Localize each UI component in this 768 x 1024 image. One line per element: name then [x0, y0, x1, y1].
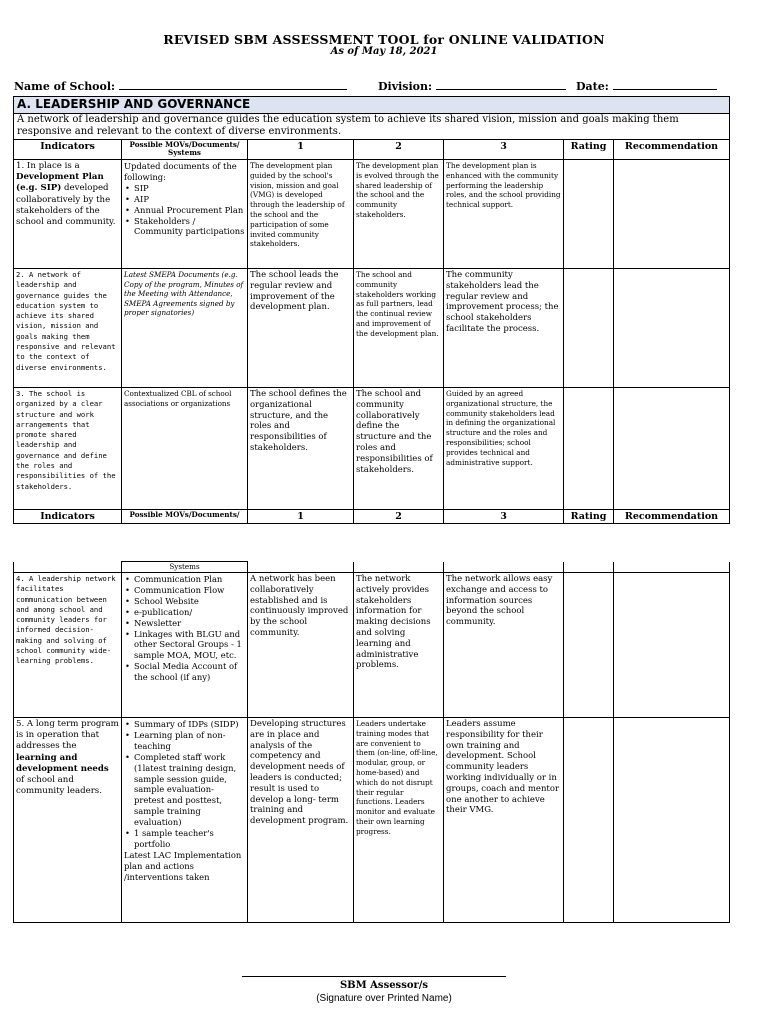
rating-cell[interactable]: [564, 269, 614, 388]
indicator-bold-text: learning and development needs: [16, 752, 109, 774]
signature-line: [242, 976, 506, 977]
table-row: [14, 718, 730, 923]
section-heading: A. LEADERSHIP AND GOVERNANCE: [14, 97, 730, 114]
school-name-label: Name of School:: [14, 80, 116, 93]
level-1-cell: A network has been collaboratively established and is continuously improved by the school community.: [248, 573, 354, 718]
mov-item: • 1 sample teacher's portfolio: [134, 828, 245, 850]
header-rating-continuation: [564, 562, 614, 573]
mov-cell: Latest SMEPA Documents (e.g. Copy of the program, Minutes of the Meeting with Attendance, SMEPA Agreements signed by proper signatories): [122, 269, 248, 388]
rating-cell[interactable]: [564, 160, 614, 269]
signature-caption: (Signature over Printed Name): [316, 993, 452, 1004]
level-3-cell: The development plan is enhanced with the community performing the leadership roles, and the school providing technical support.: [444, 160, 564, 269]
mov-item: • Stakeholders / Community participations: [134, 216, 245, 238]
header-rating: Rating: [564, 510, 614, 524]
header-movs-continuation: Systems: [122, 562, 248, 573]
mov-item: • SIP: [134, 183, 245, 194]
header-level-2: 2: [354, 140, 444, 160]
level-3-cell: Leaders assume responsibility for their own training and development. School community leaders working individually or in groups, coach and mentor one another to achieve their VMG.: [444, 718, 564, 923]
indicator-cell: 3. The school is organized by a clear structure and work arrangements that promote shared leadership and governance and define the roles and responsibilities of the stakeholders.: [14, 388, 122, 510]
mov-item: • Annual Procurement Plan: [134, 205, 245, 216]
mov-cell: [122, 573, 248, 718]
as-of-date: As of May 18, 2021: [330, 46, 438, 57]
mov-item: • School Website: [134, 596, 245, 607]
mov-item: • Completed staff work (1latest training design, sample session guide, sample evaluation- pretest and posttest, sample training evaluation): [134, 752, 245, 828]
header-level-1-continuation: [248, 562, 354, 573]
header-level-2: 2: [354, 510, 444, 524]
header-level-1: 1: [248, 510, 354, 524]
header-level-3-continuation: [444, 562, 564, 573]
level-1-cell: The school defines the organizational structure, and the roles and responsibilities of stakeholders.: [248, 388, 354, 510]
level-1-cell: The school leads the regular review and improvement of the development plan.: [248, 269, 354, 388]
mov-cell: Contextualized CBL of school associations or organizations: [122, 388, 248, 510]
mov-outro: Latest LAC Implementation plan and actions /interventions taken: [124, 849, 242, 882]
school-name-blank[interactable]: [119, 79, 347, 90]
header-level-3: 3: [444, 510, 564, 524]
recommendation-cell[interactable]: [614, 718, 730, 923]
table-row: [14, 160, 730, 269]
mov-intro: Updated documents of the following:: [124, 161, 237, 182]
assessment-table-page2: [13, 561, 730, 923]
school-name-field[interactable]: [14, 79, 347, 93]
level-1-cell: The development plan guided by the school's vision, mission and goal (VMG) is developed through the leadership of the school and the participation of some invited community stakeholders.: [248, 160, 354, 269]
mov-item: • Communication Flow: [134, 585, 245, 596]
header-recommendation: Recommendation: [614, 510, 730, 524]
table-header-row: [14, 140, 730, 160]
recommendation-cell[interactable]: [614, 269, 730, 388]
indicator-cell: [14, 160, 122, 269]
mov-item: • Learning plan of non-teaching: [134, 730, 245, 752]
header-level-1: 1: [248, 140, 354, 160]
mov-item: • Communication Plan: [134, 574, 245, 585]
level-2-cell: The network actively provides stakeholders information for making decisions and solving learning and administrative problems.: [354, 573, 444, 718]
assessor-title: SBM Assessor/s: [339, 980, 429, 991]
indicator-text: 5. A long term program is in operation that addresses the: [16, 719, 119, 752]
indicator-text: 1. In place is a: [16, 161, 80, 171]
assessment-table-page1: [13, 96, 730, 524]
header-recommendation: Recommendation: [614, 140, 730, 160]
division-blank[interactable]: [436, 79, 566, 90]
header-indicators: Indicators: [14, 510, 122, 524]
document-title: REVISED SBM ASSESSMENT TOOL for ONLINE VALIDATION: [163, 32, 605, 47]
date-label: Date:: [576, 80, 609, 93]
recommendation-cell[interactable]: [614, 573, 730, 718]
rating-cell[interactable]: [564, 573, 614, 718]
level-3-cell: Guided by an agreed organizational structure, the community stakeholders lead in defining the organizational structure and the roles and responsibilities; school provides technical and administrative support.: [444, 388, 564, 510]
mov-item: • e-publication/: [134, 607, 245, 618]
mov-cell: [122, 160, 248, 269]
rating-cell[interactable]: [564, 718, 614, 923]
division-label: Division:: [378, 80, 433, 93]
level-2-cell: The school and community stakeholders working as full partners, lead the continual review and improvement of the development plan.: [354, 269, 444, 388]
table-header-row-repeat: [14, 510, 730, 524]
header-indicators: Indicators: [14, 140, 122, 160]
division-field[interactable]: [378, 79, 566, 93]
table-row: [14, 573, 730, 718]
header-level-3: 3: [444, 140, 564, 160]
level-3-cell: The network allows easy exchange and access to information sources beyond the school community.: [444, 573, 564, 718]
mov-item: • Social Media Account of the school (if any): [134, 661, 245, 683]
mov-cell: [122, 718, 248, 923]
table-row: [14, 269, 730, 388]
indicator-cell: [14, 718, 122, 923]
table-row: [14, 388, 730, 510]
header-movs: Possible MOVs/Documents/: [122, 510, 248, 524]
level-2-cell: Leaders undertake training modes that are convenient to them (on-line, off-line, modular, group, or home-based) and which do not disrupt their regular functions. Leaders monitor and evaluate their own learning progress.: [354, 718, 444, 923]
mov-item: • Newsletter: [134, 618, 245, 629]
recommendation-cell[interactable]: [614, 160, 730, 269]
recommendation-cell[interactable]: [614, 388, 730, 510]
date-blank[interactable]: [613, 79, 717, 90]
mov-item: • Summary of IDPs (SIDP): [134, 719, 245, 730]
indicator-text: developed collaboratively by the stakeholders of the school and community.: [16, 183, 116, 228]
header-movs: Possible MOVs/Documents/ Systems: [122, 140, 248, 160]
mov-item: • AIP: [134, 194, 245, 205]
level-2-cell: The development plan is evolved through the shared leadership of the school and the community stakeholders.: [354, 160, 444, 269]
indicator-cell: 4. A leadership network facilitates communication between and among school and community leaders for informed decision- making and solving of school community wide- learning problems.: [14, 573, 122, 718]
level-2-cell: The school and community collaboratively define the structure and the roles and responsibilities of stakeholders.: [354, 388, 444, 510]
table-header-continuation-row: [14, 562, 730, 573]
header-level-2-continuation: [354, 562, 444, 573]
indicator-bold-text: Development Plan (e.g. SIP): [16, 172, 104, 194]
header-recommendation-continuation: [614, 562, 730, 573]
indicator-text: of school and community leaders.: [16, 775, 102, 797]
section-heading-row: [14, 97, 730, 114]
header-indicators-continuation: [14, 562, 122, 573]
header-rating: Rating: [564, 140, 614, 160]
section-description: A network of leadership and governance guides the education system to achieve its shared vision, mission and goals making them responsive and relevant to the context of diverse environments.: [14, 114, 730, 140]
mov-item: • Linkages with BLGU and other Sectoral Groups - 1 sample MOA, MOU, etc.: [134, 629, 245, 662]
level-1-cell: Developing structures are in place and analysis of the competency and development needs of leaders is conducted; result is used to develop a long- term training and development program.: [248, 718, 354, 923]
section-description-row: [14, 114, 730, 140]
level-3-cell: The community stakeholders lead the regular review and improvement process; the school stakeholders facilitate the process.: [444, 269, 564, 388]
date-field[interactable]: [576, 79, 717, 93]
rating-cell[interactable]: [564, 388, 614, 510]
indicator-cell: 2. A network of leadership and governance guides the education system to achieve its shared vision, mission and goals making them responsive and relevant to the context of diverse environments.: [14, 269, 122, 388]
